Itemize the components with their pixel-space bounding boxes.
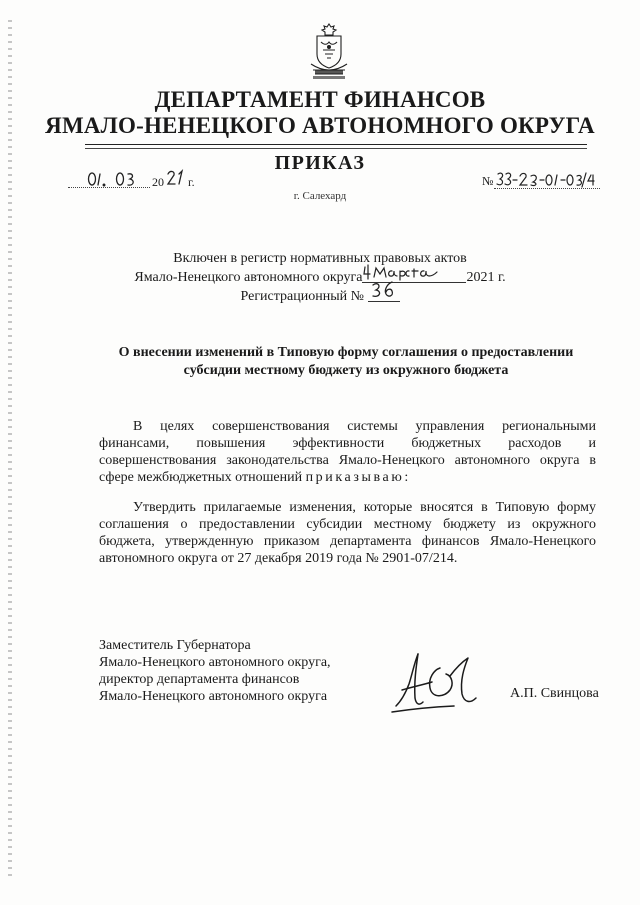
registration-line1: Включен в регистр нормативных правовых актов: [173, 251, 467, 266]
handwritten-registration-number: [370, 279, 398, 301]
header-divider-thin: [85, 148, 587, 149]
header-divider-thick: [85, 144, 587, 145]
registration-stamp: [0, 250, 640, 306]
registration-number-fill-line: [368, 287, 400, 302]
signer-name: А.П. Свинцова: [510, 686, 599, 701]
signer-title-line2: Ямало-Ненецкого автономного округа,: [99, 655, 331, 670]
signature-icon: [388, 646, 488, 718]
document-type-title: ПРИКАЗ: [274, 152, 366, 174]
registration-year: 2021 г.: [466, 270, 506, 285]
body-paragraph-resolution: [99, 499, 596, 567]
number-prefix: №: [482, 174, 494, 188]
handwritten-date: [86, 169, 148, 189]
signer-title-line1: Заместитель Губернатора: [99, 638, 251, 653]
signer-title-line3: директор департамента финансов: [99, 672, 300, 687]
order-keyword: приказываю: [305, 470, 405, 485]
department-name-line1: ДЕПАРТАМЕНТ ФИНАНСОВ: [154, 87, 486, 112]
resolution-text: Утвердить прилагаемые изменения, которые вносятся в Типовую форму соглашения о предоставлении субсидии местному бюджету из окружного бюджета, утвержденную приказом департамента финансов Ямало-Ненецкого автономного округа от 27 декабря 2019 года № 2901-07/214.: [99, 500, 596, 566]
registration-line2: [0, 268, 640, 287]
document-subject: [100, 344, 592, 380]
year-suffix: г.: [188, 175, 195, 189]
city-label: г. Салехард: [293, 190, 347, 202]
registration-line3: [0, 287, 640, 306]
preamble-end: :: [404, 470, 409, 485]
handwritten-year: [166, 168, 188, 186]
signer-title-line4: Ямало-Ненецкого автономного округа: [99, 689, 328, 704]
coat-of-arms-icon: [303, 20, 355, 82]
department-name-line2: ЯМАЛО-НЕНЕЦКОГО АВТОНОМНОГО ОКРУГА: [45, 113, 595, 138]
subject-line1: О внесении изменений в Типовую форму соглашения о предоставлении: [118, 345, 574, 360]
signer-title: [99, 637, 331, 705]
subject-line2: субсидии местному бюджету из окружного бюджета: [183, 363, 509, 378]
year-prefix: 20: [152, 175, 164, 189]
registration-number-label: Регистрационный №: [240, 289, 364, 304]
preamble-text: В целях совершенствования системы управления региональными финансами, повышения эффективности бюджетных расходов и совершенствования законодательства Ямало-Ненецкого автономного округа в сфере межбюджетных отношений: [99, 419, 596, 485]
handwritten-number: [494, 168, 600, 190]
body-paragraph-preamble: [99, 418, 596, 486]
scan-edge-artifact: [8, 20, 12, 880]
registration-region: Ямало-Ненецкого автономного округа: [134, 270, 363, 285]
